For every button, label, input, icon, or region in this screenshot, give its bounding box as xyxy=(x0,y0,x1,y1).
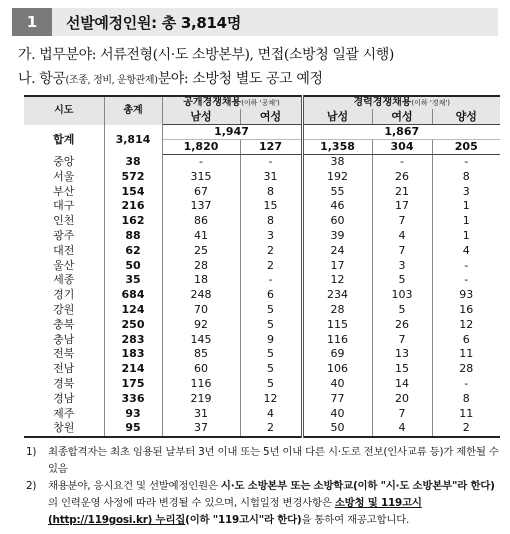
cell-region: 충남 xyxy=(24,333,104,348)
header-career: 경력경쟁채용(이하 '경채') xyxy=(302,96,500,109)
cell-region: 대전 xyxy=(24,244,104,259)
cell-cf: 26 xyxy=(372,170,432,185)
cell-of: 5 xyxy=(240,303,302,318)
cell-cm: 46 xyxy=(302,199,372,214)
cell-cm: 234 xyxy=(302,288,372,303)
cell-cb: 8 xyxy=(432,170,500,185)
cell-cb: 11 xyxy=(432,347,500,362)
cell-cb: 6 xyxy=(432,333,500,348)
cell-region: 강원 xyxy=(24,303,104,318)
cell-cb: - xyxy=(432,273,500,288)
cell-total: 336 xyxy=(104,392,162,407)
cell-total: 35 xyxy=(104,273,162,288)
cell-total: 88 xyxy=(104,229,162,244)
table-row xyxy=(24,214,500,229)
cell-cm: 28 xyxy=(302,303,372,318)
cell-of: 2 xyxy=(240,421,302,437)
table-row xyxy=(24,185,500,200)
cell-of: 12 xyxy=(240,392,302,407)
cell-cm: 24 xyxy=(302,244,372,259)
cell-of: 9 xyxy=(240,333,302,348)
cell-cm: 40 xyxy=(302,407,372,422)
sum-career-bi: 205 xyxy=(432,140,500,155)
cell-om: 31 xyxy=(194,406,208,420)
header-total: 총계 xyxy=(104,96,162,125)
cell-om: 25 xyxy=(194,243,208,257)
cell-cb: 1 xyxy=(432,214,500,229)
cell-total: 62 xyxy=(104,244,162,259)
cell-cb: 1 xyxy=(432,229,500,244)
sum-career-male: 1,358 xyxy=(302,140,372,155)
header-career-male: 남성 xyxy=(302,109,372,125)
table-row xyxy=(24,318,500,333)
cell-om: 28 xyxy=(194,258,208,272)
cell-cf: 7 xyxy=(372,333,432,348)
cell-of: 3 xyxy=(240,229,302,244)
cell-region: 부산 xyxy=(24,185,104,200)
legal-field-line: 가. 법무분야: 서류전형(시·도 소방본부), 면접(소방청 일괄 시행) xyxy=(18,47,394,63)
cell-region: 울산 xyxy=(24,259,104,274)
cell-cf: - xyxy=(372,155,432,170)
header-open-female: 여성 xyxy=(240,109,302,125)
cell-cm: 192 xyxy=(302,170,372,185)
cell-region: 충북 xyxy=(24,318,104,333)
table-row xyxy=(24,170,500,185)
cell-of: 8 xyxy=(240,214,302,229)
cell-cb: - xyxy=(432,259,500,274)
cell-cf: 17 xyxy=(372,199,432,214)
cell-om: 145 xyxy=(190,332,212,346)
table-row xyxy=(24,229,500,244)
table-row xyxy=(24,303,500,318)
cell-cf: 5 xyxy=(372,273,432,288)
table-row xyxy=(24,333,500,348)
cell-of: - xyxy=(240,155,302,170)
footnote-1-marker: 1) xyxy=(26,446,37,458)
cell-cm: 17 xyxy=(302,259,372,274)
region-rows xyxy=(24,155,500,438)
cell-cf: 15 xyxy=(372,362,432,377)
cell-cb: 16 xyxy=(432,303,500,318)
sum-open-male: 1,820 xyxy=(162,140,240,155)
cell-total: 93 xyxy=(104,407,162,422)
table-row xyxy=(24,362,500,377)
cell-of: 6 xyxy=(240,288,302,303)
sum-total: 3,814 xyxy=(104,125,162,155)
cell-om: - xyxy=(199,155,203,168)
cell-total: 162 xyxy=(104,214,162,229)
cell-om: 315 xyxy=(190,169,212,183)
cell-total: 175 xyxy=(104,377,162,392)
cell-cb: 4 xyxy=(432,244,500,259)
cell-cf: 4 xyxy=(372,421,432,437)
cell-total: 214 xyxy=(104,362,162,377)
cell-om: 85 xyxy=(194,347,208,361)
cell-region: 제주 xyxy=(24,407,104,422)
table-row xyxy=(24,421,500,437)
cell-region: 광주 xyxy=(24,229,104,244)
cell-of: 2 xyxy=(240,244,302,259)
footnote-1 xyxy=(26,444,500,478)
cell-of: 4 xyxy=(240,407,302,422)
cell-cb: 28 xyxy=(432,362,500,377)
cell-region: 경남 xyxy=(24,392,104,407)
cell-om: 219 xyxy=(190,391,212,405)
footnote-2 xyxy=(26,478,500,529)
cell-cb: 1 xyxy=(432,199,500,214)
cell-om: 248 xyxy=(190,288,212,302)
cell-cf: 14 xyxy=(372,377,432,392)
table-row xyxy=(24,377,500,392)
cell-cm: 12 xyxy=(302,273,372,288)
cell-cm: 39 xyxy=(302,229,372,244)
aviation-suffix: 분야: 소방청 별도 공고 예정 xyxy=(157,71,323,87)
cell-total: 154 xyxy=(104,185,162,200)
cell-cf: 4 xyxy=(372,229,432,244)
cell-om: 18 xyxy=(194,273,208,287)
cell-of: 2 xyxy=(240,259,302,274)
section-title: 선발예정인원: 총 3,814명 xyxy=(52,8,498,36)
sum-career: 1,867 xyxy=(302,125,500,140)
cell-cm: 77 xyxy=(302,392,372,407)
cell-cm: 38 xyxy=(302,155,372,170)
cell-cf: 21 xyxy=(372,185,432,200)
cell-of: 31 xyxy=(240,170,302,185)
cell-region: 대구 xyxy=(24,199,104,214)
cell-region: 서울 xyxy=(24,170,104,185)
cell-total: 183 xyxy=(104,347,162,362)
aviation-prefix: 나. 항공 xyxy=(18,71,66,87)
cell-cb: - xyxy=(432,377,500,392)
cell-total: 684 xyxy=(104,288,162,303)
table-row xyxy=(24,347,500,362)
cell-om: 70 xyxy=(194,302,208,316)
cell-region: 경기 xyxy=(24,288,104,303)
cell-cf: 7 xyxy=(372,214,432,229)
cell-cm: 106 xyxy=(302,362,372,377)
cell-om: 67 xyxy=(194,184,208,198)
cell-total: 50 xyxy=(104,259,162,274)
table-row xyxy=(24,155,500,170)
cell-region: 세종 xyxy=(24,273,104,288)
footnote-1-text: 최종합격자는 최초 임용된 날부터 3년 이내 또는 5년 이내 다른 시·도로 전보(인사교류 등)가 제한될 수 있음 xyxy=(48,446,499,475)
cell-of: 15 xyxy=(240,199,302,214)
aviation-detail: (조종, 정비, 운항관제) xyxy=(65,75,158,86)
cell-cm: 116 xyxy=(302,333,372,348)
header-career-female: 여성 xyxy=(372,109,432,125)
header-career-bi: 양성 xyxy=(432,109,500,125)
cell-cm: 60 xyxy=(302,214,372,229)
cell-cb: 12 xyxy=(432,318,500,333)
table-row xyxy=(24,199,500,214)
cell-om: 41 xyxy=(194,228,208,242)
table-row xyxy=(24,288,500,303)
cell-region: 전남 xyxy=(24,362,104,377)
cell-cf: 7 xyxy=(372,244,432,259)
cell-of: 5 xyxy=(240,362,302,377)
footnote-2-marker: 2) xyxy=(26,480,37,492)
cell-om: 92 xyxy=(194,317,208,331)
sum-row xyxy=(24,125,500,140)
cell-cb: 11 xyxy=(432,407,500,422)
cell-region: 경북 xyxy=(24,377,104,392)
cell-cm: 55 xyxy=(302,185,372,200)
header-open: 공개경쟁채용(이하 '공채') xyxy=(162,96,302,109)
cell-total: 124 xyxy=(104,303,162,318)
table-row xyxy=(24,392,500,407)
sum-open: 1,947 xyxy=(162,125,302,140)
table-row xyxy=(24,259,500,274)
cell-cf: 3 xyxy=(372,259,432,274)
cell-cf: 103 xyxy=(372,288,432,303)
table-row xyxy=(24,273,500,288)
cell-cf: 7 xyxy=(372,407,432,422)
cell-cm: 40 xyxy=(302,377,372,392)
cell-of: 5 xyxy=(240,377,302,392)
cell-cm: 50 xyxy=(302,421,372,437)
cell-of: 5 xyxy=(240,347,302,362)
table-row xyxy=(24,407,500,422)
cell-cb: 3 xyxy=(432,185,500,200)
cell-cb: 8 xyxy=(432,392,500,407)
cell-om: 137 xyxy=(190,199,212,213)
cell-total: 572 xyxy=(104,170,162,185)
cell-total: 283 xyxy=(104,333,162,348)
header-open-male: 남성 xyxy=(162,109,240,125)
cell-cb: - xyxy=(432,155,500,170)
cell-cm: 115 xyxy=(302,318,372,333)
cell-region: 중앙 xyxy=(24,155,104,170)
section-header xyxy=(12,8,498,36)
cell-region: 전북 xyxy=(24,347,104,362)
cell-total: 250 xyxy=(104,318,162,333)
section-number: 1 xyxy=(12,8,52,36)
cell-cm: 69 xyxy=(302,347,372,362)
cell-om: 86 xyxy=(194,214,208,228)
cell-of: 5 xyxy=(240,318,302,333)
cell-region: 인천 xyxy=(24,214,104,229)
cell-cb: 2 xyxy=(432,421,500,437)
cell-om: 116 xyxy=(190,376,212,390)
cell-total: 95 xyxy=(104,421,162,437)
cell-cf: 13 xyxy=(372,347,432,362)
cell-cb: 93 xyxy=(432,288,500,303)
cell-cf: 26 xyxy=(372,318,432,333)
cell-of: 8 xyxy=(240,185,302,200)
sum-career-female: 304 xyxy=(372,140,432,155)
aviation-field-line xyxy=(18,68,323,88)
sum-open-female: 127 xyxy=(240,140,302,155)
cell-cf: 20 xyxy=(372,392,432,407)
cell-total: 38 xyxy=(104,155,162,170)
cell-total: 216 xyxy=(104,199,162,214)
header-region: 시도 xyxy=(24,96,104,125)
cell-cf: 5 xyxy=(372,303,432,318)
recruitment-table xyxy=(24,95,500,438)
table-row xyxy=(24,244,500,259)
cell-of: - xyxy=(240,273,302,288)
footnote-2-text: 채용분야, 응시요건 및 선발예정인원은 시·도 소방본부 또는 소방학교(이하 "시·도 소방본부"라 한다)의 인력운영 사정에 따라 변경될 수 있으며, 시험일정 변경사항은 소방청 및 119고시(http://119gosi.kr) 누리집(이하 "119고시"라 한다)을 통하여 재공고합니다. xyxy=(48,480,495,526)
sum-label: 합계 xyxy=(24,125,104,155)
cell-om: 37 xyxy=(162,421,240,437)
cell-region: 창원 xyxy=(24,421,104,437)
cell-om: 60 xyxy=(194,362,208,376)
